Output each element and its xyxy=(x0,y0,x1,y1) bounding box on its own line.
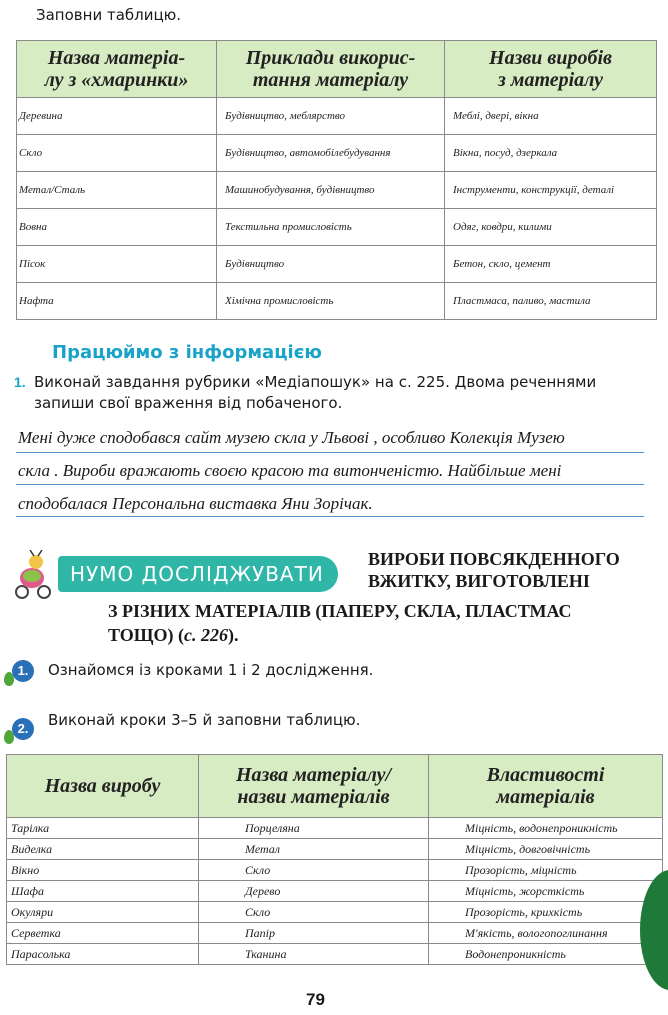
page-number: 79 xyxy=(306,990,325,1009)
cell-material: Метал/Сталь xyxy=(17,172,217,209)
cell-products: Вікна, посуд, дзеркала xyxy=(445,135,657,172)
research-heading-line: ВИРОБИ ПОВСЯКДЕННОГО xyxy=(368,549,620,569)
table-row xyxy=(7,923,663,944)
cell-products: Інструменти, конструкції, деталі xyxy=(445,172,657,209)
writing-line xyxy=(16,484,644,485)
task-text-line: запиши свої враження від побаченого. xyxy=(34,394,343,412)
writing-line xyxy=(16,516,644,517)
cell-products: Бетон, скло, цемент xyxy=(445,246,657,283)
cell-material: Пісок xyxy=(17,246,217,283)
cell-material: Метал xyxy=(199,839,429,860)
table-row xyxy=(17,98,657,135)
cell-product: Окуляри xyxy=(7,902,199,923)
step-badge: 2. xyxy=(12,718,34,740)
table-row xyxy=(7,944,663,965)
header-product-name: Назва виробу xyxy=(7,755,199,818)
research-heading-line: ВЖИТКУ, ВИГОТОВЛЕНІ xyxy=(368,571,590,591)
instruction-text: Заповни таблицю. xyxy=(36,6,182,24)
cell-properties: Прозорість, крихкість xyxy=(429,902,663,923)
table-row xyxy=(7,860,663,881)
table-row xyxy=(17,135,657,172)
header-product-names: Назви виробів з матеріалу xyxy=(445,41,657,98)
cell-product: Тарілка xyxy=(7,818,199,839)
cell-properties: Міцність, довговічність xyxy=(429,839,663,860)
cell-properties: Прозорість, міцність xyxy=(429,860,663,881)
step-badge: 1. xyxy=(12,660,34,682)
table-row xyxy=(7,839,663,860)
cell-properties: Міцність, водонепроникність xyxy=(429,818,663,839)
table-row xyxy=(17,283,657,320)
header-material-properties: Властивості матеріалів xyxy=(429,755,663,818)
research-heading-line: З РІЗНИХ МАТЕРІАЛІВ (ПАПЕРУ, СКЛА, ПЛАСТМАС xyxy=(108,601,572,621)
answer-text: Мені дуже сподобався сайт музею скла у Львові , особливо Колекція Музею xyxy=(18,428,565,447)
cell-products: Пластмаса, паливо, мастила xyxy=(445,283,657,320)
cell-material: Папір xyxy=(199,923,429,944)
task-text-line: Виконай завдання рубрики «Медіапошук» на с. 225. Двома реченнями xyxy=(34,373,597,391)
cell-usage: Текстильна промисловість xyxy=(217,209,445,246)
research-banner: НУМО ДОСЛІДЖУВАТИ xyxy=(58,556,338,592)
task-number: 1. xyxy=(14,374,26,390)
table-row xyxy=(17,246,657,283)
cell-properties: Водонепроникність xyxy=(429,944,663,965)
mascot-bug-icon xyxy=(10,550,54,600)
research-heading-line: ТОЩО) (с. 226). xyxy=(108,625,239,645)
cell-usage: Хімічна промисловість xyxy=(217,283,445,320)
cell-material: Скло xyxy=(199,902,429,923)
cell-properties: М'якість, вологопоглинання xyxy=(429,923,663,944)
cell-properties: Міцність, жорсткість xyxy=(429,881,663,902)
cell-material: Нафта xyxy=(17,283,217,320)
cell-material: Тканина xyxy=(199,944,429,965)
cell-usage: Будівництво, меблярство xyxy=(217,98,445,135)
cell-usage: Машинобудування, будівництво xyxy=(217,172,445,209)
cell-material: Дерево xyxy=(199,881,429,902)
answer-text: скла . Вироби вражають своєю красою та витонченістю. Найбільше мені xyxy=(18,461,562,480)
cell-material: Скло xyxy=(17,135,217,172)
cell-usage: Будівництво, автомобілебудування xyxy=(217,135,445,172)
cell-product: Виделка xyxy=(7,839,199,860)
materials-table xyxy=(16,40,657,320)
header-material-names: Назва матеріалу/ назви матеріалів xyxy=(199,755,429,818)
cell-products: Одяг, ковдри, килими xyxy=(445,209,657,246)
table-row xyxy=(17,209,657,246)
step-text: Виконай кроки 3–5 й заповни таблицю. xyxy=(48,711,361,729)
cell-material: Скло xyxy=(199,860,429,881)
table-row xyxy=(7,902,663,923)
cell-product: Парасолька xyxy=(7,944,199,965)
cell-product: Вікно xyxy=(7,860,199,881)
cell-products: Меблі, двері, вікна xyxy=(445,98,657,135)
cell-usage: Будівництво xyxy=(217,246,445,283)
section-title: Працюймо з інформацією xyxy=(52,342,322,363)
cell-product: Серветка xyxy=(7,923,199,944)
answer-text: сподобалася Персональна виставка Яни Зорічак. xyxy=(18,494,373,513)
table-row xyxy=(7,881,663,902)
step-text: Ознайомся із кроками 1 і 2 дослідження. xyxy=(48,661,374,679)
table-row xyxy=(7,818,663,839)
cell-material: Порцеляна xyxy=(199,818,429,839)
writing-line xyxy=(16,452,644,453)
cell-material: Вовна xyxy=(17,209,217,246)
header-material-name: Назва матеріа- лу з «хмаринки» xyxy=(17,41,217,98)
cell-product: Шафа xyxy=(7,881,199,902)
cell-material: Деревина xyxy=(17,98,217,135)
table-row xyxy=(17,172,657,209)
header-usage-examples: Приклади викорис- тання матеріалу xyxy=(217,41,445,98)
products-table xyxy=(6,754,663,965)
